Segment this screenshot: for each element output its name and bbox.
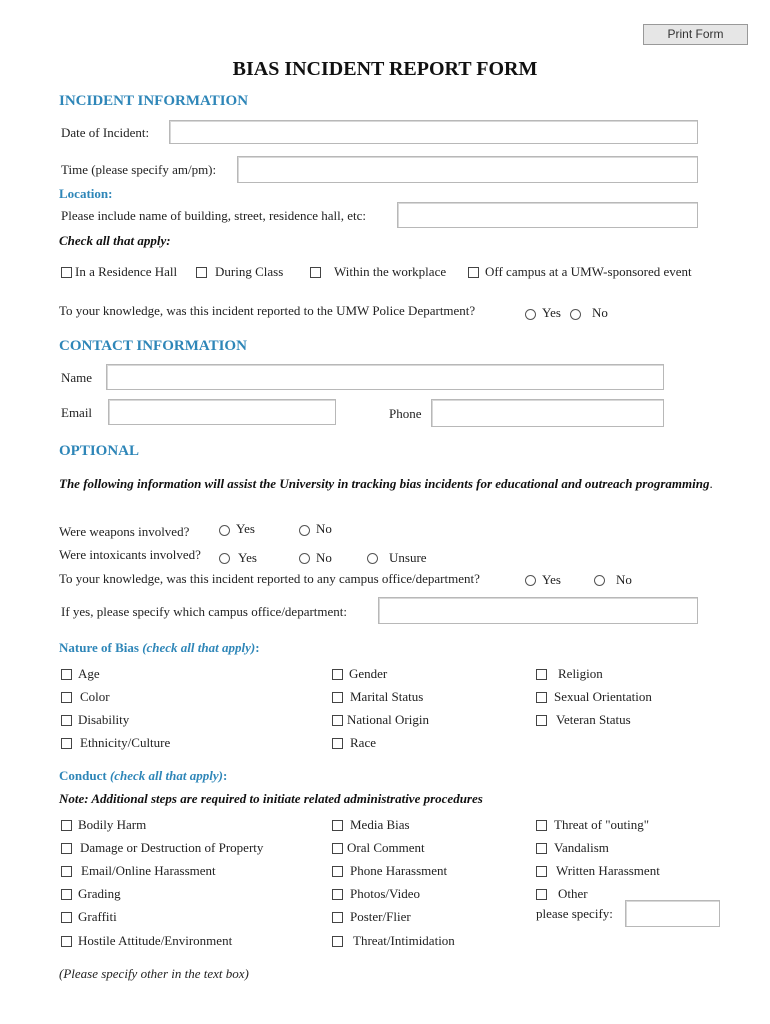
intoxicants-yes-label: Yes [238,550,257,565]
religion-label: Religion [558,666,603,681]
bodily-harm-checkbox[interactable] [61,820,72,831]
date-of-incident-label: Date of Incident: [61,125,150,140]
other-checkbox[interactable] [536,889,547,900]
police-no-radio[interactable] [570,309,581,320]
location-field[interactable] [397,202,698,228]
during-class-checkbox[interactable] [196,267,207,278]
name-field[interactable] [106,364,664,390]
incident-information-heading: INCIDENT INFORMATION [59,93,249,109]
office-specify-field[interactable] [378,597,698,624]
intoxicants-unsure-radio[interactable] [367,553,378,564]
damage-property-checkbox[interactable] [61,843,72,854]
email-field[interactable] [108,399,336,425]
sexual-orientation-checkbox[interactable] [536,692,547,703]
weapons-no-label: No [316,521,332,536]
gender-checkbox[interactable] [332,669,343,680]
threat-intimidation-checkbox[interactable] [332,936,343,947]
age-label: Age [78,666,100,681]
date-of-incident-field[interactable] [169,120,698,144]
oral-comment-checkbox[interactable] [332,843,343,854]
ethnicity-checkbox[interactable] [61,738,72,749]
optional-heading: OPTIONAL [59,443,140,459]
intoxicants-yes-radio[interactable] [219,553,230,564]
media-bias-label: Media Bias [350,817,410,832]
print-form-button[interactable]: Print Form [643,24,748,45]
intoxicants-no-radio[interactable] [299,553,310,564]
off-campus-checkbox[interactable] [468,267,479,278]
nature-of-bias-heading: Nature of Bias (check all that apply): [59,640,260,655]
weapons-question: Were weapons involved? [59,524,190,539]
residence-hall-label: In a Residence Hall [75,264,178,279]
weapons-no-radio[interactable] [299,525,310,536]
intoxicants-unsure-label: Unsure [389,550,427,565]
damage-property-label: Damage or Destruction of Property [80,840,264,855]
hostile-attitude-label: Hostile Attitude/Environment [78,933,233,948]
off-campus-label: Off campus at a UMW-sponsored event [485,264,692,279]
phone-harassment-checkbox[interactable] [332,866,343,877]
written-harassment-label: Written Harassment [556,863,660,878]
graffiti-checkbox[interactable] [61,912,72,923]
contact-information-heading: CONTACT INFORMATION [59,338,247,354]
color-label: Color [80,689,110,704]
intoxicants-no-label: No [316,550,332,565]
email-label: Email [61,405,93,420]
disability-checkbox[interactable] [61,715,72,726]
phone-harassment-label: Phone Harassment [350,863,448,878]
bodily-harm-label: Bodily Harm [78,817,147,832]
time-field[interactable] [237,156,698,183]
email-harassment-label: Email/Online Harassment [81,863,216,878]
location-heading: Location: [59,186,113,201]
office-no-radio[interactable] [594,575,605,586]
location-label: Please include name of building, street, residence hall, etc: [61,208,367,223]
threat-outing-checkbox[interactable] [536,820,547,831]
phone-field[interactable] [431,399,664,427]
office-specify-label: If yes, please specify which campus office/department: [61,604,348,619]
religion-checkbox[interactable] [536,669,547,680]
office-yes-radio[interactable] [525,575,536,586]
photos-video-checkbox[interactable] [332,889,343,900]
time-label: Time (please specify am/pm): [61,162,217,177]
vandalism-checkbox[interactable] [536,843,547,854]
footer-note: (Please specify other in the text box) [59,966,249,981]
marital-status-checkbox[interactable] [332,692,343,703]
workplace-label: Within the workplace [334,264,447,279]
office-no-label: No [616,572,632,587]
phone-label: Phone [389,406,422,421]
optional-intro: The following information will assist the University in tracking bias incidents for educational and outreach programming. [59,476,713,491]
police-no-label: No [592,305,608,320]
grading-label: Grading [78,886,121,901]
national-origin-checkbox[interactable] [332,715,343,726]
disability-label: Disability [78,712,130,727]
grading-checkbox[interactable] [61,889,72,900]
conduct-heading: Conduct (check all that apply): [59,768,228,783]
threat-outing-label: Threat of "outing" [554,817,650,832]
check-all-label: Check all that apply: [59,233,171,248]
photos-video-label: Photos/Video [350,886,421,901]
weapons-yes-label: Yes [236,521,255,536]
vandalism-label: Vandalism [554,840,609,855]
hostile-attitude-checkbox[interactable] [61,936,72,947]
poster-flier-checkbox[interactable] [332,912,343,923]
weapons-yes-radio[interactable] [219,525,230,536]
intoxicants-question: Were intoxicants involved? [59,547,201,562]
office-yes-label: Yes [542,572,561,587]
media-bias-checkbox[interactable] [332,820,343,831]
threat-intimidation-label: Threat/Intimidation [353,933,455,948]
race-checkbox[interactable] [332,738,343,749]
police-question: To your knowledge, was this incident reported to the UMW Police Department? [59,303,476,318]
oral-comment-label: Oral Comment [347,840,425,855]
name-label: Name [61,370,93,385]
poster-flier-label: Poster/Flier [350,909,411,924]
age-checkbox[interactable] [61,669,72,680]
veteran-status-checkbox[interactable] [536,715,547,726]
please-specify-label: please specify: [536,906,613,921]
national-origin-label: National Origin [347,712,429,727]
form-title: BIAS INCIDENT REPORT FORM [232,58,538,80]
written-harassment-checkbox[interactable] [536,866,547,877]
conduct-note: Note: Additional steps are required to initiate related administrative procedures [59,791,483,806]
police-yes-radio[interactable] [525,309,536,320]
graffiti-label: Graffiti [78,909,117,924]
sexual-orientation-label: Sexual Orientation [554,689,652,704]
ethnicity-label: Ethnicity/Culture [80,735,171,750]
gender-label: Gender [349,666,388,681]
police-yes-label: Yes [542,305,561,320]
workplace-checkbox[interactable] [310,267,321,278]
residence-hall-checkbox[interactable] [61,267,72,278]
marital-status-label: Marital Status [350,689,424,704]
other-specify-field[interactable] [625,900,720,927]
email-harassment-checkbox[interactable] [61,866,72,877]
veteran-status-label: Veteran Status [556,712,631,727]
office-question: To your knowledge, was this incident reported to any campus office/department? [59,571,480,586]
race-label: Race [350,735,376,750]
during-class-label: During Class [215,264,284,279]
color-checkbox[interactable] [61,692,72,703]
other-label: Other [558,886,588,901]
